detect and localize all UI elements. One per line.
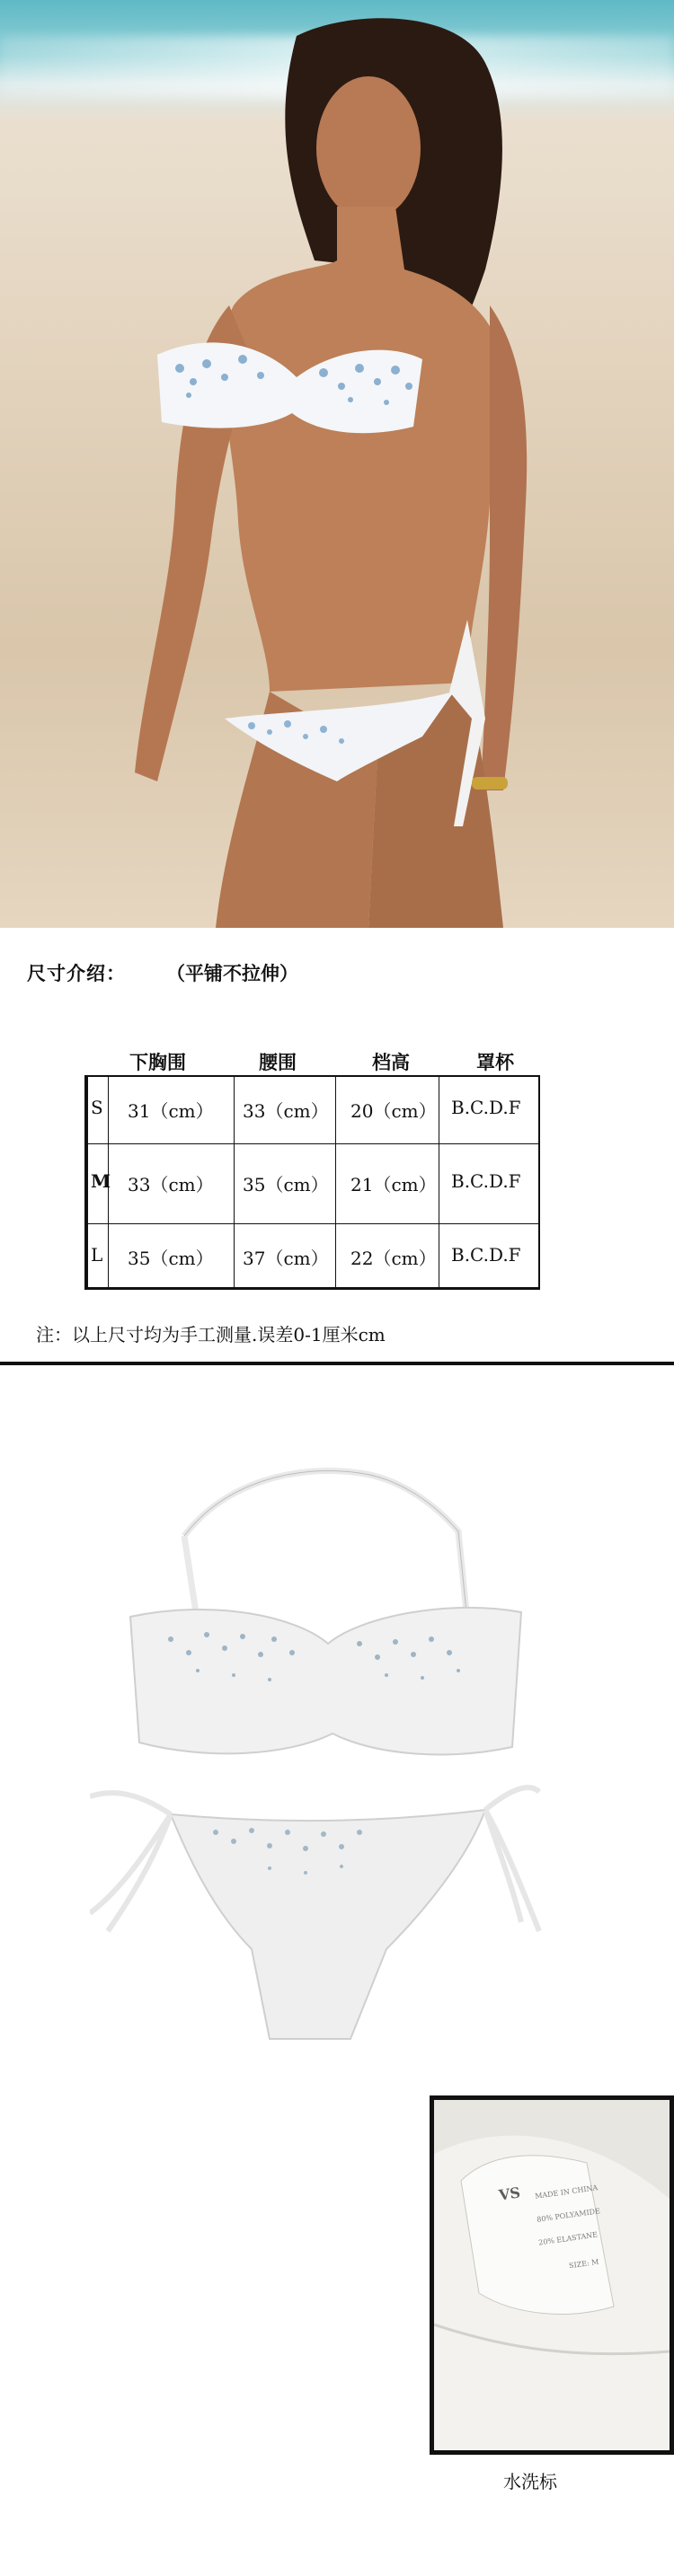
cup-value: B.C.D.F	[451, 1170, 521, 1192]
product-photo	[90, 1464, 557, 2070]
cup-value: B.C.D.F	[451, 1097, 521, 1118]
rise-value: 22（cm）	[350, 1248, 437, 1269]
size-table-body	[84, 1075, 540, 1290]
size-table-header	[84, 1045, 540, 1072]
underbust-value: 35（cm）	[128, 1248, 214, 1269]
label-line: SIZE: M	[568, 2257, 599, 2271]
rise-value: 20（cm）	[350, 1100, 437, 1122]
care-label-inset	[430, 2095, 674, 2455]
size-label: S	[91, 1097, 103, 1118]
header-rise: 档高	[372, 1051, 410, 1073]
label-line: MADE IN CHINA	[534, 2183, 599, 2201]
label-line: 20% ELASTANE	[537, 2230, 599, 2247]
care-label-caption: 水洗标	[503, 2471, 557, 2492]
section-divider	[0, 1362, 674, 1365]
care-label-photo	[434, 2100, 670, 2450]
measurement-footnote: 注：以上尺寸均为手工测量.误差0-1厘米cm	[36, 1324, 386, 1345]
waist-value: 37（cm）	[243, 1248, 329, 1269]
rise-value: 21（cm）	[350, 1174, 437, 1195]
size-note: （平铺不拉伸）	[166, 962, 298, 984]
cup-value: B.C.D.F	[451, 1244, 521, 1266]
size-label: M	[91, 1170, 111, 1192]
header-waist: 腰围	[259, 1051, 297, 1073]
size-title: 尺寸介绍：	[27, 962, 126, 984]
underbust-value: 31（cm）	[128, 1100, 214, 1122]
underbust-value: 33（cm）	[128, 1174, 214, 1195]
waist-value: 35（cm）	[243, 1174, 329, 1195]
header-cup: 罩杯	[476, 1051, 514, 1073]
label-line: 80% POLYAMIDE	[536, 2207, 601, 2224]
hero-photo	[0, 0, 674, 928]
waist-value: 33（cm）	[243, 1100, 329, 1122]
label-brand: VS	[497, 2183, 522, 2204]
header-underbust: 下胸围	[129, 1051, 186, 1073]
model-illustration	[0, 0, 674, 928]
size-label: L	[91, 1244, 103, 1266]
